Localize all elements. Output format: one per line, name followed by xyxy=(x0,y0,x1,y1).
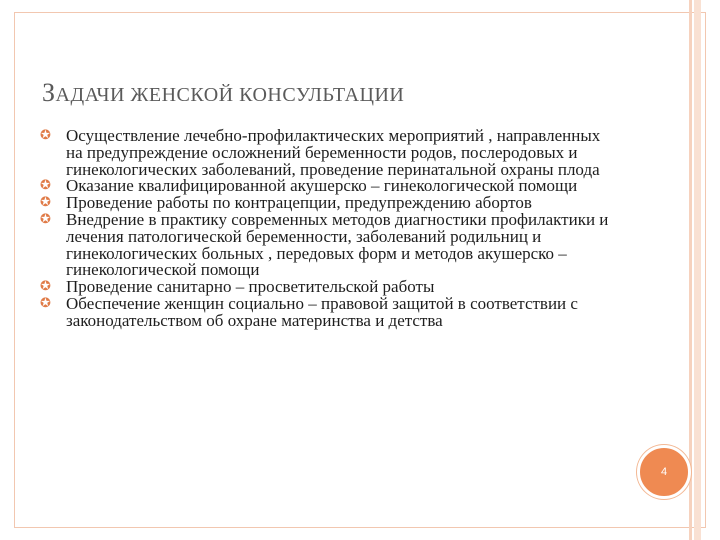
decorative-band-inner xyxy=(694,0,701,540)
list-item-text: Оказание квалифицированной акушерско – гинекологической помощи xyxy=(66,176,578,196)
bullet-marker-icon: ✪ xyxy=(40,279,51,295)
title-first-letter: З xyxy=(42,78,56,107)
title-first-word-rest: АДАЧИ xyxy=(55,84,125,106)
list-item xyxy=(40,293,620,330)
list-item xyxy=(40,128,620,178)
list-item-text: Обеспечение женщин социально – правовой защитой в соответствии с законодательством об охране материнства и детства xyxy=(66,293,578,330)
bullet-marker-icon: ✪ xyxy=(40,211,51,227)
slide-title xyxy=(42,78,404,108)
bullet-marker-icon: ✪ xyxy=(40,295,51,311)
decorative-band-outer xyxy=(689,0,692,540)
page-number: 4 xyxy=(660,466,668,478)
list-item xyxy=(40,209,620,280)
bullet-marker-icon: ✪ xyxy=(40,128,51,143)
list-item-text: Проведение работы по контрацепции, предупреждению абортов xyxy=(66,193,532,213)
page-number-badge xyxy=(637,445,691,499)
list-item-text: Внедрение в практику современных методов диагностики профилактики и лечения патологической беременности, заболеваний родильниц и гинекологических больных , передовых форм и методов акушерско – гинекологической помощи xyxy=(66,209,609,280)
list-item-text: Проведение санитарно – просветительской работы xyxy=(66,277,435,297)
title-rest: ЖЕНСКОЙ КОНСУЛЬТАЦИИ xyxy=(124,84,405,106)
list-item-text: Осуществление лечебно-профилактических мероприятий , направленных на предупреждение осложнений беременности родов, послеродовых и гинекологических заболеваний, проведение перинатальной охраны плода xyxy=(66,126,601,179)
bullet-marker-icon: ✪ xyxy=(40,178,51,194)
bullet-marker-icon: ✪ xyxy=(40,195,51,211)
bullet-list xyxy=(40,128,620,330)
